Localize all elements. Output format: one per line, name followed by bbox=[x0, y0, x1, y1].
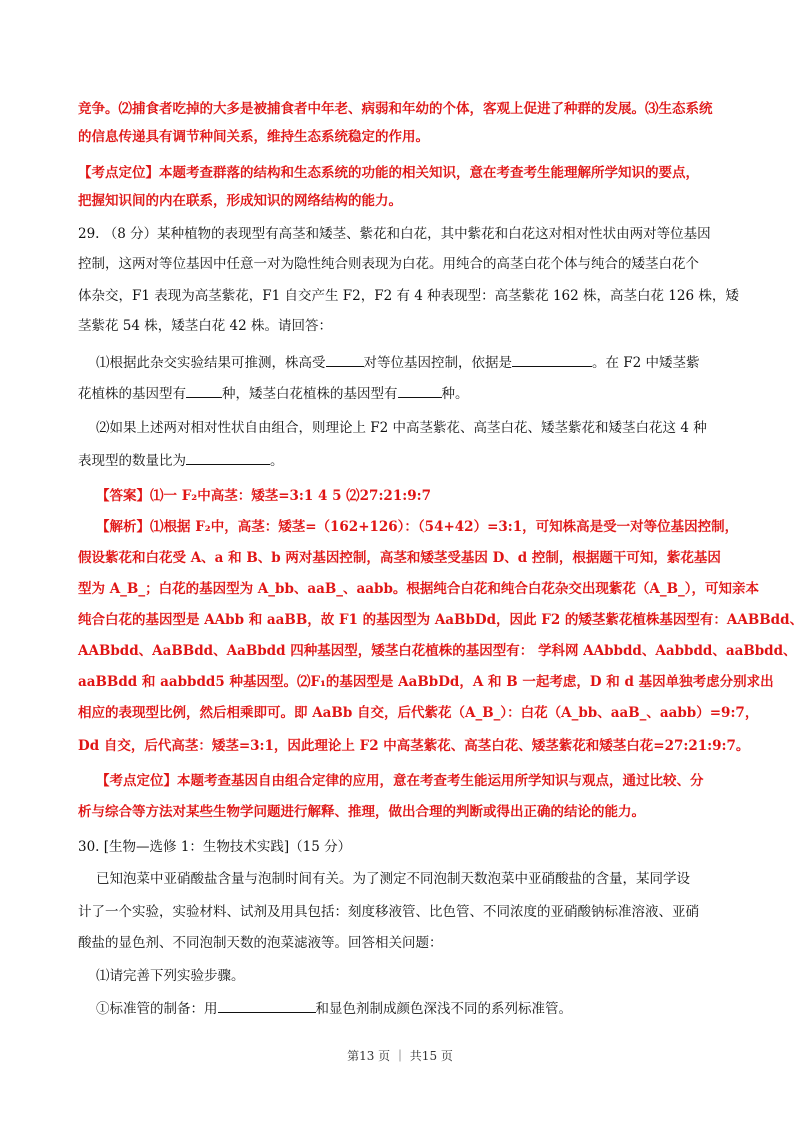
q29-jiexi-line-2: 假设紫花和白花受 A、a 和 B、b 两对基因控制，高茎和矮茎受基因 D、d 控制，根据题干可知，紫花基因 bbox=[78, 550, 721, 566]
prev-answer-line-2: 的信息传递具有调节种间关系，维持生态系统稳定的作用。 bbox=[78, 129, 429, 145]
q29-sub1-line-2: 花植株的基因型有 种，矮茎白花植株的基因型有 种。 bbox=[78, 383, 730, 404]
q29-kaodian-line-1: 【考点定位】本题考查基因自由组合定律的应用，意在考查考生能运用所学知识与观点，通过比较、分 bbox=[96, 773, 704, 789]
q30-body-line-3: 酸盐的显色剂、不同泡制天数的泡菜滤液等。回答相关问题： bbox=[78, 935, 443, 951]
q29-jiexi-line-7: 相应的表现型比例，然后相乘即可。即 AaBb 自交，后代紫花（A_B_）：白花（A_bb、aaB_、aabb）=9:7， bbox=[78, 705, 759, 721]
q29-kaodian-line-2: 析与综合等方法对某些生物学问题进行解释、推理，做出合理的判断或得出正确的结论的能力。 bbox=[78, 804, 645, 820]
q29-jiexi-line-1: 【解析】⑴根据 F₂中，高茎：矮茎=（162+126）：（54+42）=3:1，可知株高是受一对等位基因控制， bbox=[96, 519, 739, 535]
answer-blank bbox=[326, 352, 364, 367]
q29-stem-line-2: 控制，这两对等位基因中任意一对为隐性纯合则表现为白花。用纯合的高茎白花个体与纯合的矮茎白花个 bbox=[78, 256, 699, 272]
q29-answer: 【答案】⑴一 F₂中高茎：矮茎=3:1 4 5 ⑵27:21:9:7 bbox=[96, 488, 431, 504]
answer-blank bbox=[512, 352, 592, 367]
q29-jiexi-line-4: 纯合白花的基因型是 AAbb 和 aaBB，故 F1 的基因型为 AaBbDd，因此 F2 的矮茎紫花植株基因型有：AABBdd、 bbox=[78, 612, 803, 628]
q29-stem-line-4: 茎紫花 54 株，矮茎白花 42 株。请回答： bbox=[78, 318, 333, 334]
q29-stem-line-1: 29. （8 分）某种植物的表现型有高茎和矮茎、紫花和白花，其中紫花和白花这对相对性状由两对等位基因 bbox=[78, 226, 711, 242]
answer-blank bbox=[398, 383, 442, 398]
q29-jiexi-line-5: AABbdd、AaBBdd、AaBbdd 四种基因型，矮茎白花植株的基因型有： 学科网 AAbbdd、Aabbdd、aaBbdd、 bbox=[78, 643, 797, 659]
q29-stem-line-3: 体杂交，F1 表现为高茎紫花，F1 自交产生 F2，F2 有 4 种表现型：高茎紫花 162 株，高茎白花 126 株，矮 bbox=[78, 288, 739, 304]
prev-kaodian-line-1: 【考点定位】本题考查群落的结构和生态系统的功能的相关知识，意在考查考生能理解所学知识的要点， bbox=[78, 165, 699, 181]
q30-sub1: ⑴请完善下列实验步骤。 bbox=[96, 968, 245, 984]
q30-body-line-1: 已知泡菜中亚硝酸盐含量与泡制时间有关。为了测定不同泡制天数泡菜中亚硝酸盐的含量，某同学设 bbox=[96, 871, 690, 887]
q30-title: 30. [生物—选修 1：生物技术实践]（15 分） bbox=[78, 839, 352, 855]
prev-kaodian-line-2: 把握知识间的内在联系，形成知识的网络结构的能力。 bbox=[78, 193, 402, 209]
q29-jiexi-line-3: 型为 A_B_；白花的基因型为 A_bb、aaB_、aabb。根据纯合白花和纯合白花杂交出现紫花（A_B_），可知亲本 bbox=[78, 581, 760, 597]
q29-jiexi-line-6: aaBBdd 和 aabbdd5 种基因型。⑵F₁的基因型是 AaBbDd，A 和 B 一起考虑，D 和 d 基因单独考虑分别求出 bbox=[78, 674, 774, 690]
q29-sub1-line-1: ⑴根据此杂交实验结果可推测，株高受 对等位基因控制，依据是 。在 F2 中矮茎紫 bbox=[96, 352, 730, 373]
q29-sub2-line-2: 表现型的数量比为 。 bbox=[78, 450, 730, 471]
answer-blank bbox=[186, 383, 222, 398]
answer-blank bbox=[218, 998, 316, 1013]
q30-step1: ①标准管的制备：用 和显色剂制成颜色深浅不同的系列标准管。 bbox=[96, 998, 730, 1019]
prev-answer-line-1: 竞争。⑵捕食者吃掉的大多是被捕食者中年老、病弱和年幼的个体，客观上促进了种群的发展。⑶生态系统 bbox=[78, 101, 713, 117]
q29-jiexi-line-8: Dd 自交，后代高茎：矮茎=3:1，因此理论上 F2 中高茎紫花、高茎白花、矮茎紫花和矮茎白花=27:21:9:7。 bbox=[78, 738, 750, 754]
answer-blank bbox=[186, 450, 270, 465]
page-footer: 第13 页 ｜ 共15 页 bbox=[347, 1049, 453, 1063]
q29-sub2-line-1: ⑵如果上述两对相对性状自由组合，则理论上 F2 中高茎紫花、高茎白花、矮茎紫花和矮茎白花这 4 种 bbox=[96, 420, 707, 436]
q30-body-line-2: 计了一个实验，实验材料、试剂及用具包括：刻度移液管、比色管、不同浓度的亚硝酸钠标准溶液、亚硝 bbox=[78, 904, 699, 920]
